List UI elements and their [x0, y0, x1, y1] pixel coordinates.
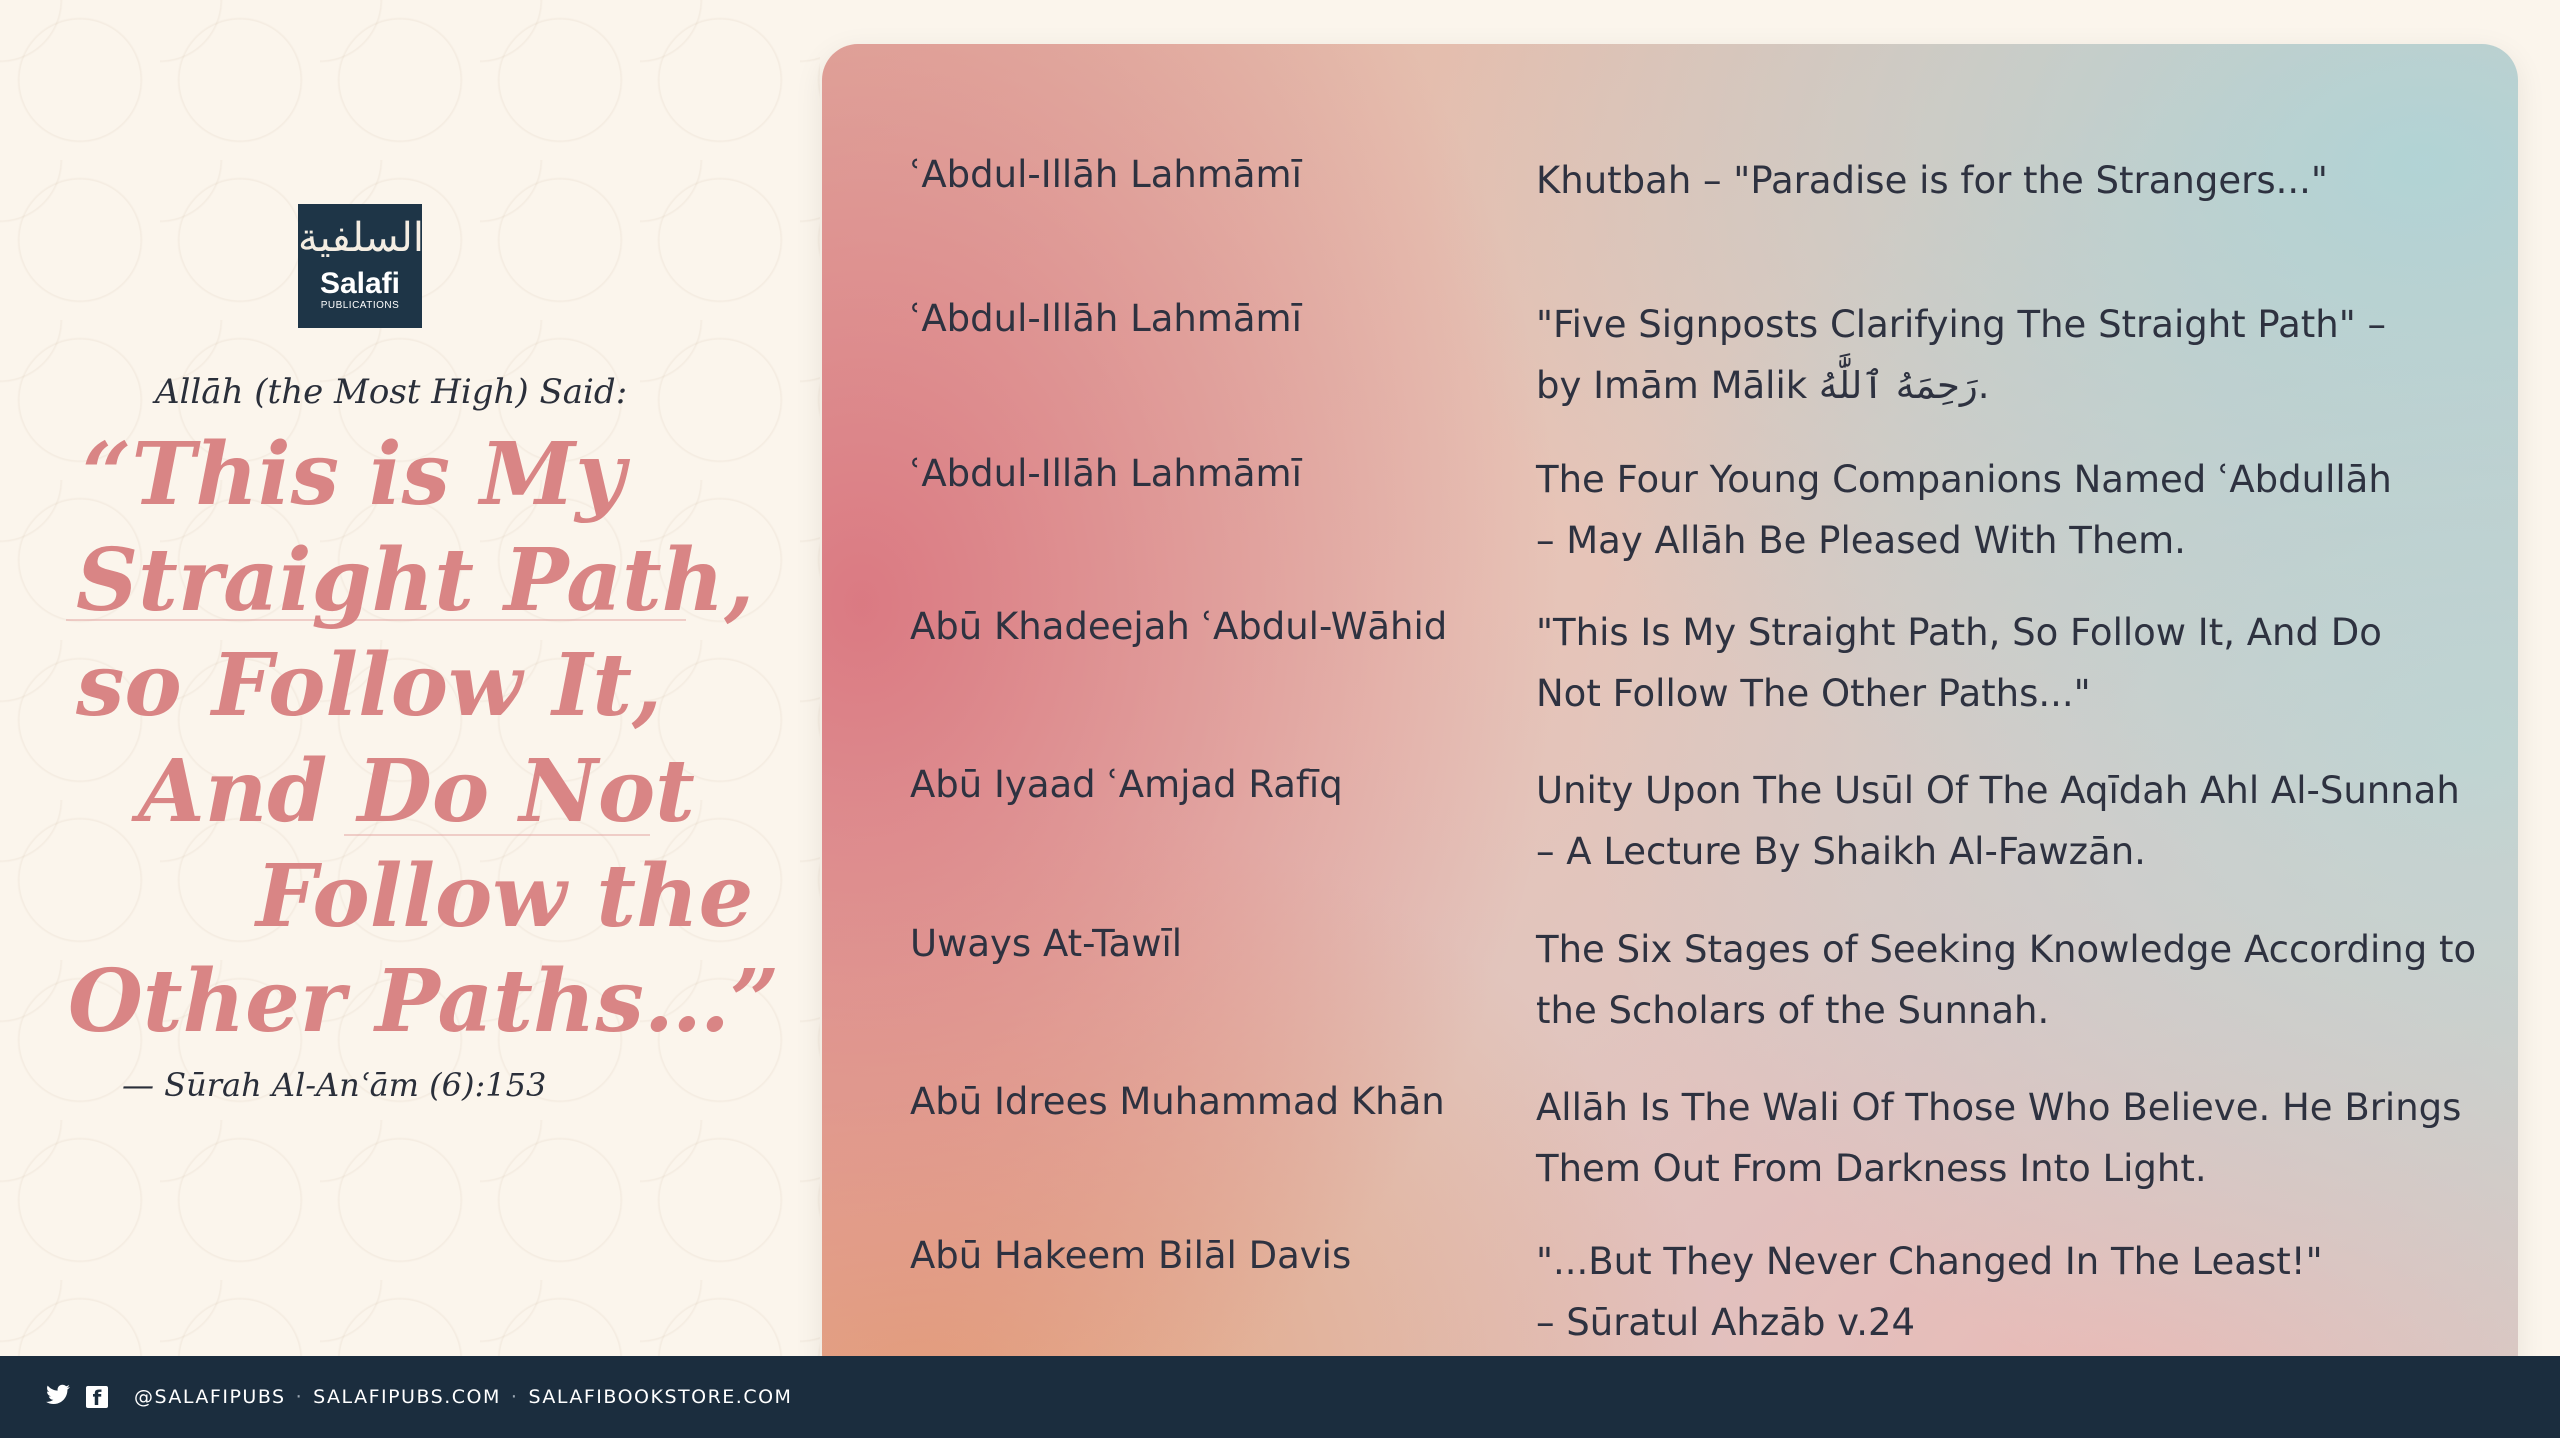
lecture-title [1536, 919, 2476, 1041]
lecture-title [1536, 760, 2476, 882]
lecture-title-line: Not Follow The Other Paths..." [1536, 672, 2091, 715]
lecture-speaker: Uways At-Tawīl [910, 922, 1183, 965]
quote-reference: — Sūrah Al-Anʿām (6):153 [122, 1066, 547, 1104]
lecture-title-line: The Four Young Companions Named ʿAbdullāh [1536, 458, 2392, 501]
quote-underline [66, 619, 686, 621]
quote-line-4: And Do Not [138, 741, 695, 842]
quote-line-3: so Follow It, [76, 635, 663, 736]
lecture-title [1536, 1231, 2476, 1353]
quote-line-5: Follow the [256, 846, 754, 947]
footer-separator: · [295, 1386, 304, 1408]
quote-line-1: “This is My [82, 424, 626, 525]
logo-subtitle: PUBLICATIONS [320, 300, 400, 311]
footer-handle[interactable]: @SALAFIPUBS [134, 1386, 286, 1408]
footer-links [134, 1382, 792, 1412]
twitter-icon[interactable] [44, 1382, 72, 1412]
lecture-title-line: by Imām Mālik رَحِمَهُ ٱللَّٰهُ. [1536, 364, 1990, 407]
lecture-title [1536, 150, 2476, 211]
lecture-speaker: Abū Khadeejah ʿAbdul-Wāhid [910, 605, 1448, 648]
twitter-icon-graphic [44, 1382, 72, 1408]
lecture-title-line: "This Is My Straight Path, So Follow It, And Do [1536, 611, 2382, 654]
lecture-title-line: – Sūratul Ahzāb v.24 [1536, 1301, 1916, 1344]
footer-link-salafipubs[interactable]: SALAFIPUBS.COM [313, 1386, 501, 1408]
quote-line-6: Other Paths…” [68, 951, 780, 1052]
lecture-title-line: "Five Signposts Clarifying The Straight Path" – [1536, 303, 2386, 346]
lecture-title-line: Unity Upon The Usūl Of The Aqīdah Ahl Al-Sunnah [1536, 769, 2460, 812]
quote-underline [344, 834, 650, 836]
lecture-title [1536, 602, 2476, 724]
lecture-speaker: Abū Iyaad ʿAmjad Rafīq [910, 763, 1343, 806]
logo-calligraphy: السلفية [298, 216, 424, 260]
lecture-title-line: The Six Stages of Seeking Knowledge According to [1536, 928, 2477, 971]
lecture-title-line: the Scholars of the Sunnah. [1536, 989, 2050, 1032]
lecture-title-line: Khutbah – "Paradise is for the Strangers..." [1536, 159, 2328, 202]
logo-name: Salafi [319, 267, 401, 300]
lecture-title-line: Them Out From Darkness Into Light. [1536, 1147, 2207, 1190]
footer-separator: · [510, 1386, 519, 1408]
lecture-card [822, 44, 2518, 1390]
footer-bar [0, 1356, 2560, 1438]
lecture-title [1536, 1077, 2476, 1199]
lecture-speaker: ʿAbdul-Illāh Lahmāmī [910, 297, 1302, 340]
footer-link-salafibookstore[interactable]: SALAFIBOOKSTORE.COM [528, 1386, 793, 1408]
lecture-speaker: ʿAbdul-Illāh Lahmāmī [910, 153, 1302, 196]
salafi-publications-logo [298, 204, 422, 328]
lecture-speaker: ʿAbdul-Illāh Lahmāmī [910, 452, 1302, 495]
lecture-title-line: – May Allāh Be Pleased With Them. [1536, 519, 2186, 562]
lecture-title-line: – A Lecture By Shaikh Al-Fawzān. [1536, 830, 2146, 873]
lecture-title-line: "...But They Never Changed In The Least!" [1536, 1240, 2323, 1283]
facebook-icon[interactable]: f [86, 1386, 108, 1408]
quote-intro: Allāh (the Most High) Said: [155, 372, 628, 412]
quote-line-2: Straight Path, [76, 530, 755, 631]
lecture-title [1536, 294, 2476, 416]
lecture-title-line: Allāh Is The Wali Of Those Who Believe. He Brings [1536, 1086, 2462, 1129]
lecture-speaker: Abū Hakeem Bilāl Davis [910, 1234, 1352, 1277]
lecture-speaker: Abū Idrees Muhammad Khān [910, 1080, 1445, 1123]
lecture-title [1536, 449, 2476, 571]
